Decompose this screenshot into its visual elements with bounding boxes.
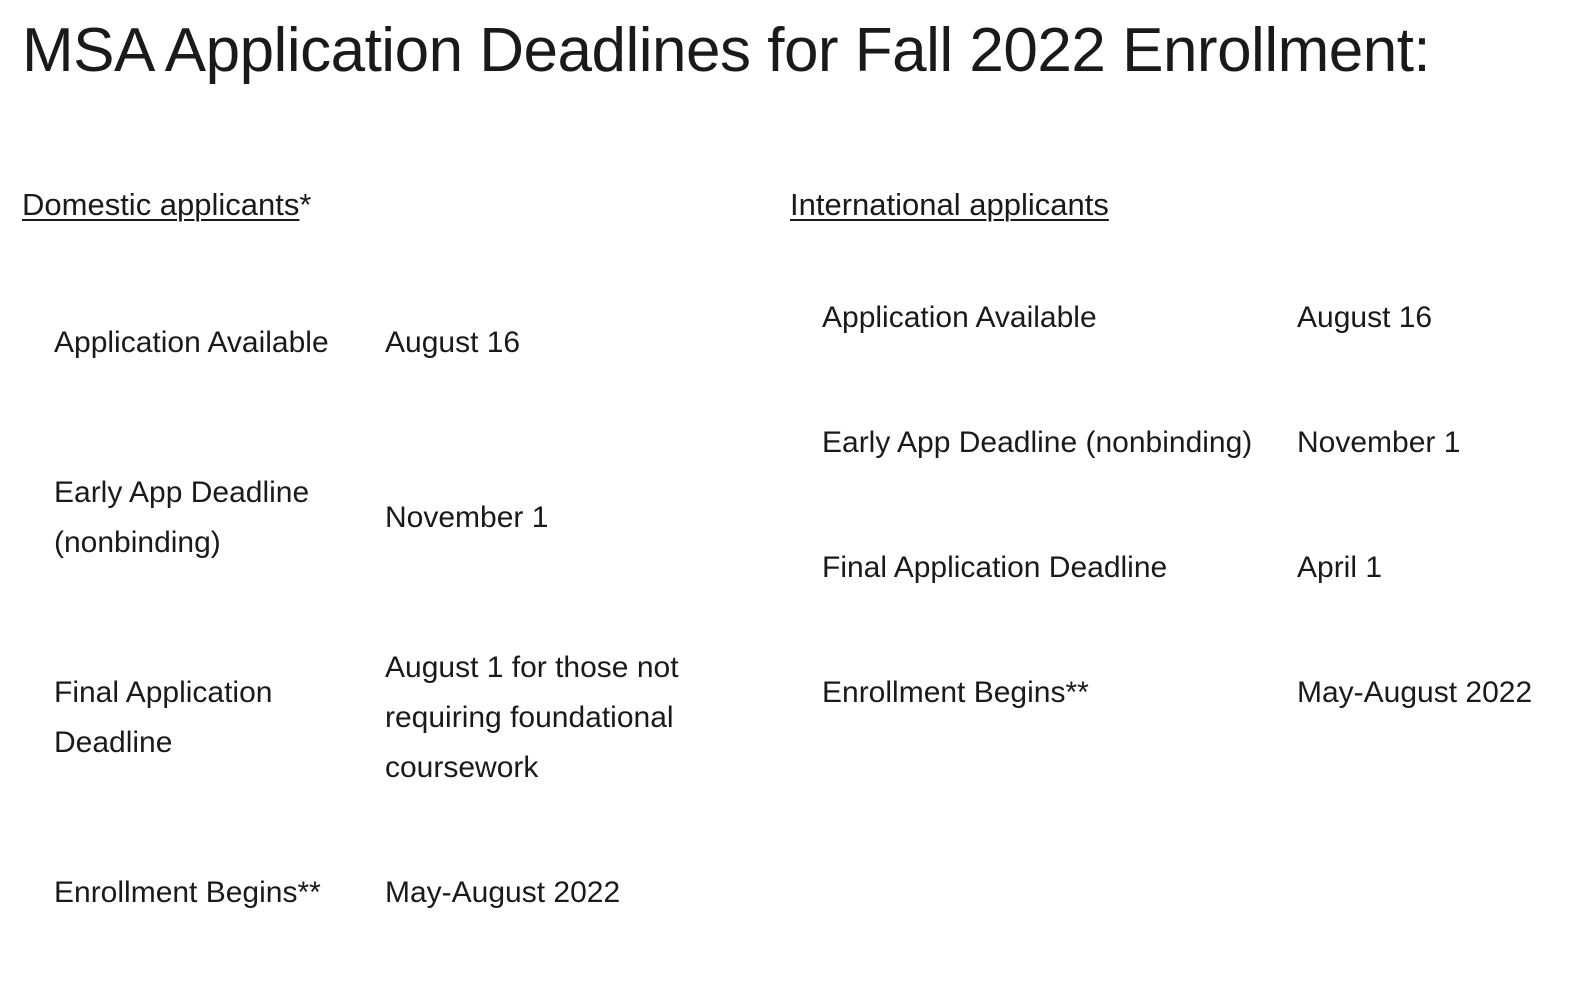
deadline-label: Early App Deadline (nonbinding): [54, 476, 310, 559]
table-row: [822, 393, 1537, 493]
international-heading: [790, 186, 1109, 224]
table-row: [822, 293, 1537, 343]
table-row: [822, 543, 1537, 593]
domestic-heading-asterisk: *: [299, 187, 312, 222]
deadline-label: Early App Deadline (nonbinding): [822, 426, 1253, 459]
deadline-date: November 1: [1297, 426, 1461, 459]
deadline-label: Enrollment Begins**: [822, 676, 1089, 709]
deadline-label: Final Application Deadline: [54, 676, 273, 759]
deadline-date: April 1: [1297, 551, 1383, 584]
deadline-date: May-August 2022: [385, 876, 621, 909]
international-heading-text: International applicants: [790, 187, 1109, 222]
table-row: [54, 293, 725, 393]
table-row: [822, 643, 1537, 743]
deadline-date: November 1: [385, 501, 549, 534]
domestic-heading: [22, 186, 311, 224]
table-row: [54, 443, 725, 593]
deadline-date: August 16: [385, 326, 521, 359]
deadline-label: Enrollment Begins**: [54, 876, 321, 909]
deadline-label: Application Available: [54, 326, 329, 359]
domestic-heading-text: Domestic applicants: [22, 187, 300, 222]
deadline-date: August 16: [1297, 301, 1433, 334]
page-title: MSA Application Deadlines for Fall 2022 Enrollment:: [22, 16, 1431, 85]
deadline-label: Final Application Deadline: [822, 551, 1168, 584]
deadline-label: Application Available: [822, 301, 1097, 334]
deadline-date: August 1 for those not requiring foundational coursework: [385, 651, 679, 784]
domestic-deadlines-table: [54, 293, 725, 943]
table-row: [54, 643, 725, 793]
international-deadlines-table: [822, 293, 1537, 743]
table-row: [54, 843, 725, 943]
deadline-date: May-August 2022: [1297, 676, 1533, 709]
